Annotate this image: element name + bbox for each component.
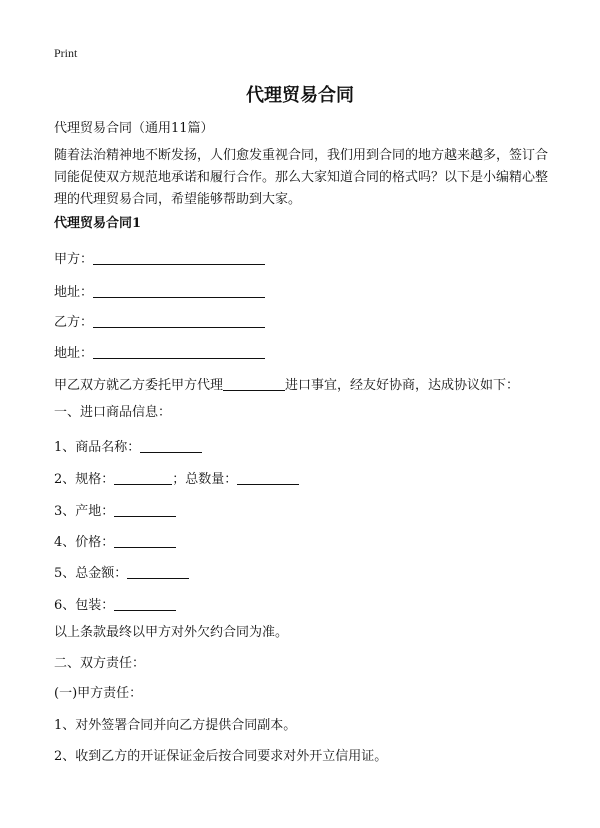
packaging-row [54, 594, 176, 614]
print-link[interactable]: Print [54, 46, 78, 60]
packaging-blank [114, 596, 176, 611]
final-note: 以上条款最终以甲方对外欠约合同为准。 [54, 625, 289, 640]
document-subtitle: 代理贸易合同（通用11篇） [54, 121, 214, 136]
address-b-row [54, 342, 265, 362]
section-heading: 代理贸易合同1 [54, 216, 142, 231]
spec-blank [114, 470, 172, 485]
packaging-label: 6、包装： [54, 598, 115, 613]
agreement-text-before: 甲乙双方就乙方委托甲方代理 [54, 378, 224, 393]
intro-paragraph: 随着法治精神地不断发扬，人们愈发重视合同，我们用到合同的地方越来越多，签订合同能促使双方规范地承诺和履行合作。那么大家知道合同的格式吗？以下是小编精心整理的代理贸易合同，希望能够帮助到大家。 [54, 148, 549, 207]
address-b-label: 地址： [54, 346, 94, 361]
address-a-blank [93, 283, 265, 298]
spec-label: 2、规格： [54, 472, 115, 487]
item-name-row [54, 436, 202, 456]
responsibilities-heading: 二、双方责任： [54, 656, 146, 671]
party-a-row [54, 248, 265, 268]
party-b-blank [93, 313, 265, 328]
origin-label: 3、产地： [54, 504, 115, 519]
responsibility-item-2: 2、收到乙方的开证保证金后按合同要求对外开立信用证。 [54, 749, 388, 764]
party-b-label: 乙方： [54, 315, 94, 330]
agreement-text-after: 进口事宜，经友好协商，达成协议如下： [285, 378, 520, 393]
address-b-blank [93, 344, 265, 359]
agreement-row [54, 374, 519, 394]
price-blank [114, 533, 176, 548]
document-title: 代理贸易合同 [246, 85, 354, 106]
spec-row [54, 468, 299, 488]
party-a-responsibilities-heading: (一)甲方责任： [54, 686, 143, 701]
total-amount-label: 5、总金额： [54, 566, 128, 581]
responsibility-item-1: 1、对外签署合同并向乙方提供合同副本。 [54, 718, 297, 733]
party-a-label: 甲方： [54, 252, 94, 267]
total-qty-blank [237, 470, 299, 485]
party-b-row [54, 311, 265, 331]
address-a-label: 地址： [54, 285, 94, 300]
import-goods-heading: 一、进口商品信息： [54, 405, 172, 420]
origin-blank [114, 502, 176, 517]
price-label: 4、价格： [54, 535, 115, 550]
item-name-blank [140, 438, 202, 453]
party-a-blank [93, 250, 265, 265]
total-amount-row [54, 562, 189, 582]
agreement-blank [223, 376, 285, 391]
item-name-label: 1、商品名称： [54, 440, 141, 455]
total-amount-blank [127, 564, 189, 579]
origin-row [54, 500, 176, 520]
total-qty-label: ；总数量： [172, 472, 238, 487]
price-row [54, 531, 176, 551]
address-a-row [54, 281, 265, 301]
